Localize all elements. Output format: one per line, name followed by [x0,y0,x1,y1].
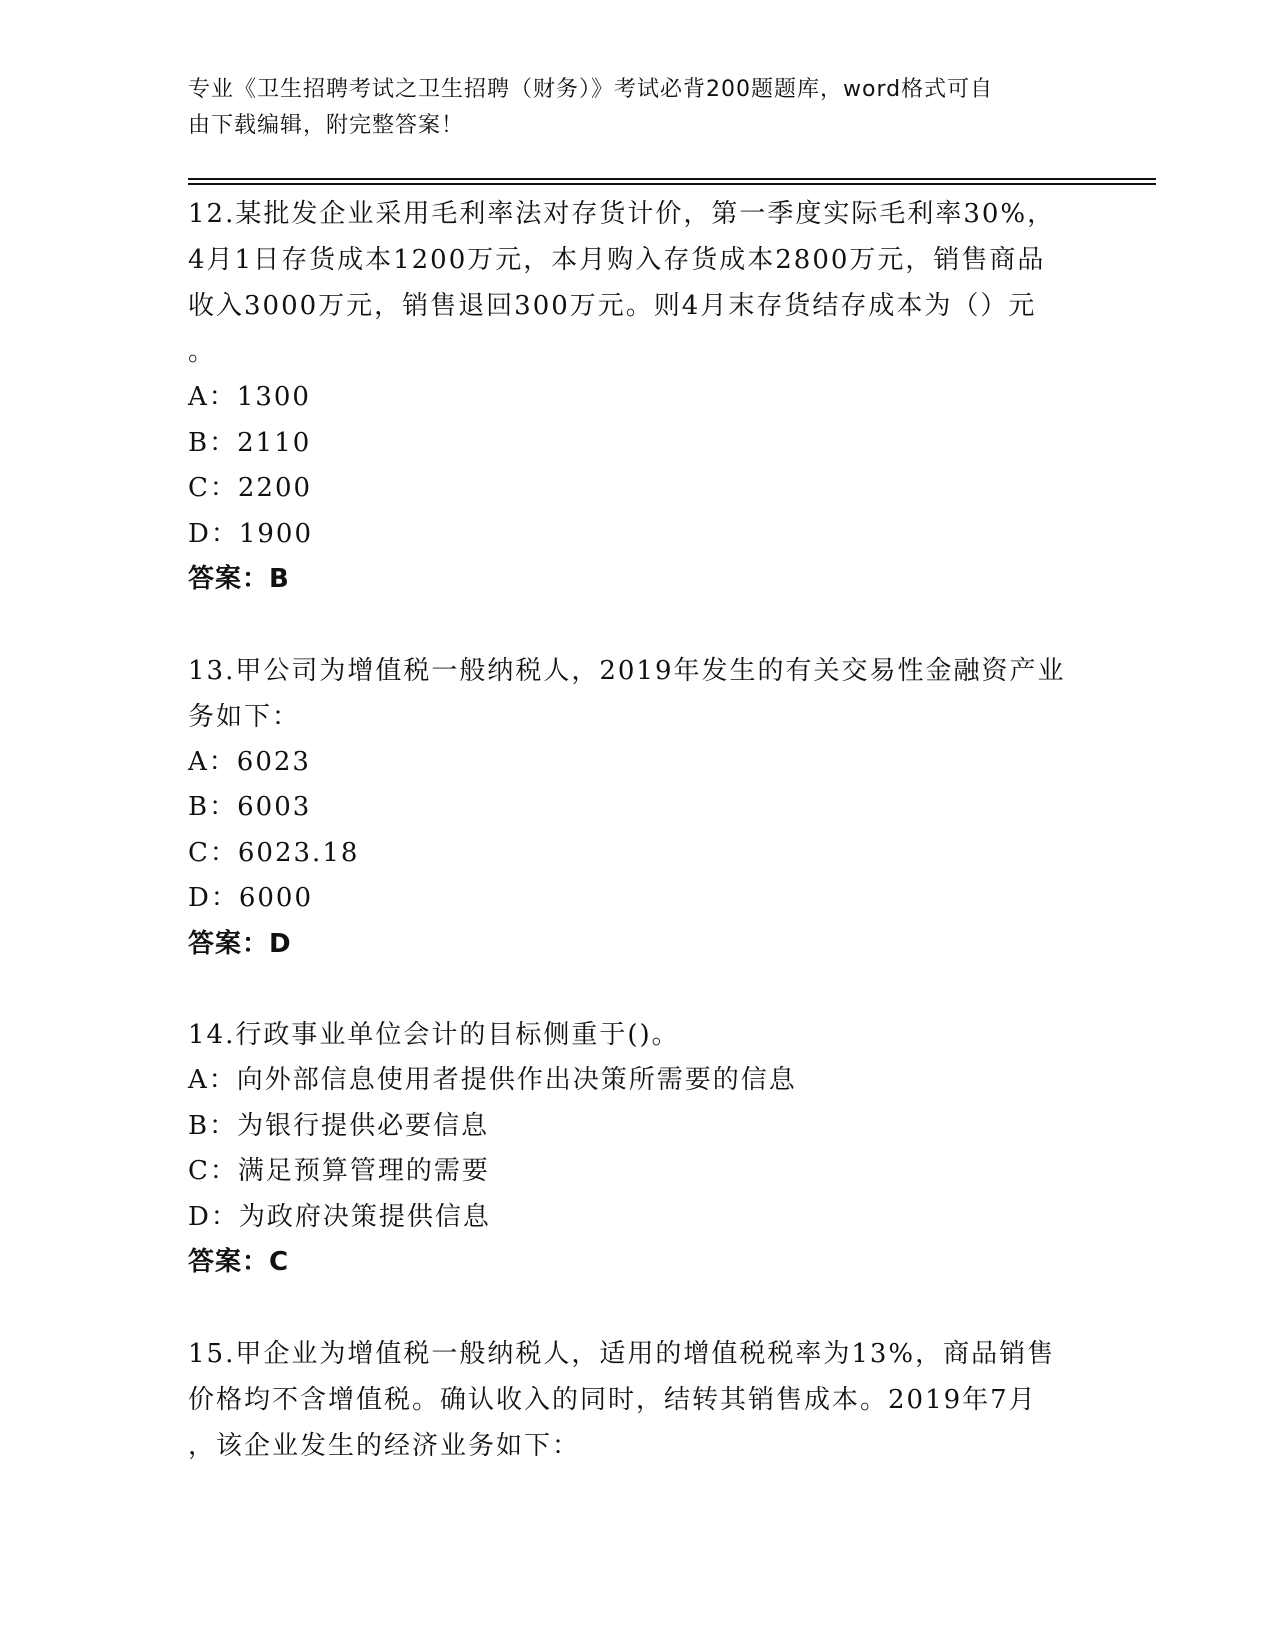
question-stem-line: ，该企业发生的经济业务如下： [188,1430,581,1461]
option-d: D：6000 [188,883,314,913]
question-stem-line: 务如下： [188,701,301,732]
question-12 [188,191,1088,603]
option-d: D：为政府决策提供信息 [188,1201,491,1232]
question-spacer [188,967,1088,1012]
question-stem-line: 收入3000万元，销售退回300万元。则4月末存货结存成本为（）元 [188,291,1037,321]
question-13 [188,648,1088,968]
option-c: C：2200 [188,473,313,503]
document-header [188,72,1068,144]
question-stem-line: 13.甲公司为增值税一般纳税人，2019年发生的有关交易性金融资产业 [188,655,1066,686]
question-14 [188,1012,1088,1286]
option-a: A：6023 [188,746,311,777]
answer-label: 答案：C [188,1247,290,1277]
question-stem-line: 12.某批发企业采用毛利率法对存货计价，第一季度实际毛利率30%， [188,199,1056,229]
option-c: C：满足预算管理的需要 [188,1156,490,1186]
answer-label: 答案：D [188,928,292,959]
question-spacer [188,1286,1088,1331]
option-d: D：1900 [188,518,314,549]
header-rule-bottom [188,183,1156,185]
question-stem-line: 15.甲企业为增值税一般纳税人，适用的增值税税率为13%，商品销售 [188,1338,1056,1369]
option-b: B：为银行提供必要信息 [188,1110,490,1141]
question-stem-line: 。 [188,337,217,367]
header-line-1: 专业《卫生招聘考试之卫生招聘（财务）》考试必背200题题库，word格式可自 [188,77,994,102]
option-a: A：1300 [188,382,311,412]
option-a: A：向外部信息使用者提供作出决策所需要的信息 [188,1065,797,1095]
option-c: C：6023.18 [188,837,360,868]
header-line-2: 由下载编辑，附完整答案！ [188,113,465,138]
option-b: B：2110 [188,427,312,458]
answer-label: 答案：B [188,564,290,594]
question-15 [188,1331,1088,1469]
question-stem-line: 价格均不含增值税。确认收入的同时，结转其销售成本。2019年7月 [188,1384,1037,1415]
header-rule-top [188,178,1156,180]
option-b: B：6003 [188,792,312,822]
question-stem-line: 4月1日存货成本1200万元，本月购入存货成本2800万元，销售商品 [188,245,1046,275]
question-stem-line: 14.行政事业单位会计的目标侧重于()。 [188,1020,680,1050]
question-list [188,191,1088,1469]
question-spacer [188,603,1088,648]
